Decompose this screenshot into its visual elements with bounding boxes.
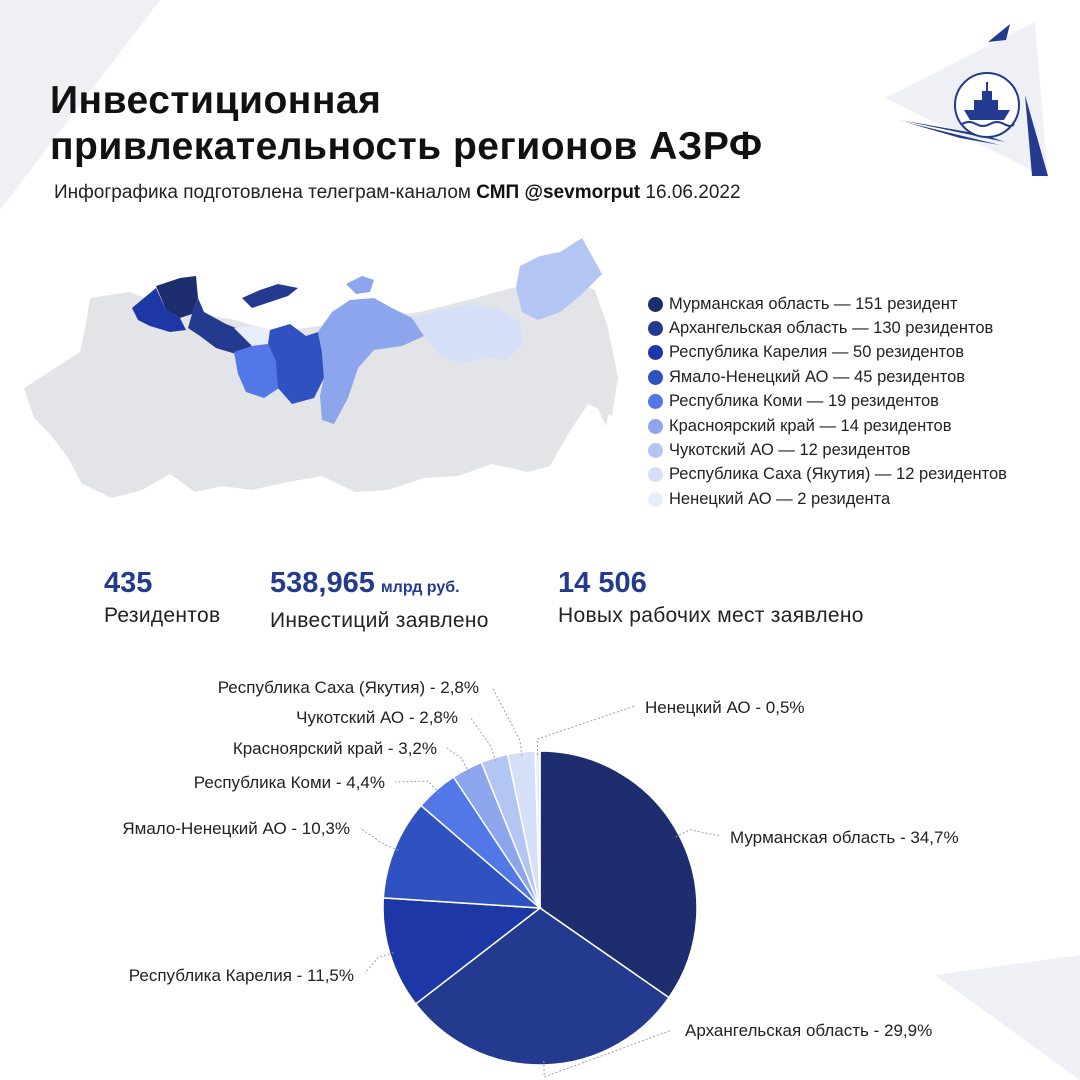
stat-investments-unit: млрд руб. — [380, 579, 460, 596]
pie-leader-line — [676, 830, 720, 837]
stat-jobs-label: Новых рабочих мест заявлено — [558, 604, 864, 627]
stat-residents-label: Резидентов — [104, 604, 221, 627]
legend-label: Республика Карелия — 50 резидентов — [669, 343, 964, 362]
legend-label: Красноярский край — 14 резидентов — [669, 416, 952, 435]
pie-leader-line — [360, 828, 398, 850]
subtitle-prefix: Инфографика подготовлена телеграм-каналом — [54, 182, 471, 203]
subtitle-channel: СМП @sevmorput — [476, 182, 641, 203]
pie-slice-label: Мурманская область - 34,7% — [730, 828, 959, 847]
stat-jobs-value: 14 506 — [558, 567, 647, 599]
pie-slice-label: Архангельская область - 29,9% — [685, 1021, 933, 1040]
pie-slice-label: Красноярский край - 3,2% — [232, 739, 437, 758]
pie-slice-label: Чукотский АО - 2,8% — [296, 708, 458, 727]
pie-leader-line — [447, 748, 469, 773]
pie-slice-label: Ямало-Ненецкий АО - 10,3% — [122, 819, 350, 838]
pie-leader-line — [365, 953, 394, 973]
pie-leader-line — [395, 781, 439, 793]
stat-residents-value: 435 — [104, 567, 153, 599]
legend-label: Мурманская область — 151 резидент — [669, 294, 958, 313]
pie-leader-line — [537, 706, 635, 755]
title-line-2: привлекательность регионов АЗРФ — [50, 125, 763, 168]
pie-leader-line — [470, 717, 496, 762]
stat-investments-label: Инвестиций заявлено — [270, 609, 489, 632]
subtitle-date: 16.06.2022 — [645, 182, 741, 203]
legend-label: Чукотский АО — 12 резидентов — [669, 441, 911, 460]
title-line-1: Инвестиционная — [50, 79, 382, 122]
pie-slice-label: Республика Саха (Якутия) - 2,8% — [217, 678, 479, 697]
legend-label: Ямало-Ненецкий АО — 45 резидентов — [669, 367, 966, 386]
legend-label: Ненецкий АО — 2 резидента — [669, 489, 891, 508]
pie-slice-label: Ненецкий АО - 0,5% — [645, 698, 805, 717]
stat-investments-value: 538,965 — [270, 567, 375, 599]
legend-label: Республика Коми — 19 резидентов — [669, 392, 939, 411]
pie-slice-label: Республика Карелия - 11,5% — [128, 966, 354, 985]
legend-label: Архангельская область — 130 резидентов — [669, 319, 994, 338]
pie-leader-line — [492, 687, 522, 756]
pie-slice-label: Республика Коми - 4,4% — [193, 773, 385, 792]
legend-label: Республика Саха (Якутия) — 12 резидентов — [669, 465, 1007, 484]
